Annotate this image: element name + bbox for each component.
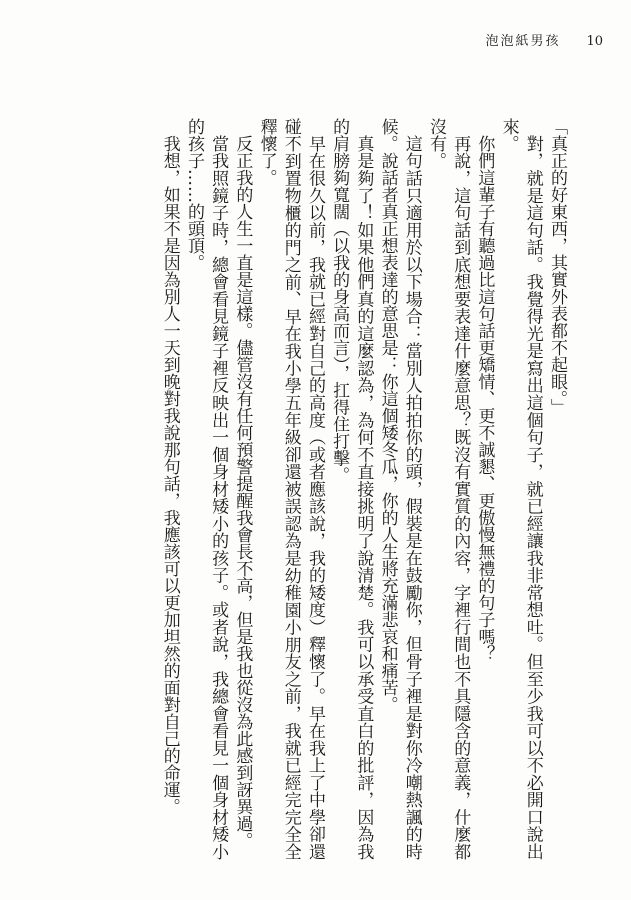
paragraph: 當我照鏡子時，總會看見鏡子裡反映出一個身材矮小的孩子。或者說，我總會看見一個身材矮小的孩子……的頭頂。 <box>183 118 229 860</box>
paragraph: 這句話只適用於以下場合：當別人拍拍你的頭，假裝是在鼓勵你，但骨子裡是對你冷嘲熱諷的時候。說話者真正想表達的意思是：你這個矮冬瓜，你的人生將充滿悲哀和痛苦。 <box>377 118 422 860</box>
paragraph: 你們這輩子有聽過比這句話更矯情、更不誠懇、更傲慢無禮的句子嗎？ <box>474 135 495 662</box>
paragraph: 早在很久以前，我就已經對自己的高度（或者應該說，我的矮度）釋懷了。早在我上了中學卻還碰不到置物櫃的門之前、早在我小學五年級卻還被誤認為是幼稚園小朋友之前，我就已經完完全全釋懷了。 <box>256 118 325 860</box>
body-text <box>51 118 569 860</box>
running-head <box>485 30 603 49</box>
paragraph: 「真正的好東西，其實外表都不起眼。」 <box>547 118 567 416</box>
paragraph: 我想，如果不是因為別人一天到晚對我說那句話，我應該可以更加坦然的面對自己的命運。 <box>159 135 180 815</box>
page-number: 10 <box>586 34 603 49</box>
paragraph: 再說，這句話到底想要表達什麼意思？既沒有實質的內容，字裡行間也不具隱含的意義，什麼都沒有。 <box>425 118 471 860</box>
paragraph: 反正我的人生一直是這樣。儘管沒有任何預警提醒我會長不高，但是我也從沒為此感到訝異過。 <box>232 135 253 849</box>
book-title: 泡泡紙男孩 <box>485 34 561 49</box>
paragraph: 對，就是這句話。我覺得光是寫出這個句子，就已經讓我非常想吐。但至少我可以不必開口說出來。 <box>498 118 543 860</box>
paragraph: 真是夠了！如果他們真的這麼認為，為何不直接挑明了說清楚。我可以承受直白的批評，因為我的肩膀夠寬闊（以我的身高而言），扛得住打擊。 <box>329 118 374 860</box>
